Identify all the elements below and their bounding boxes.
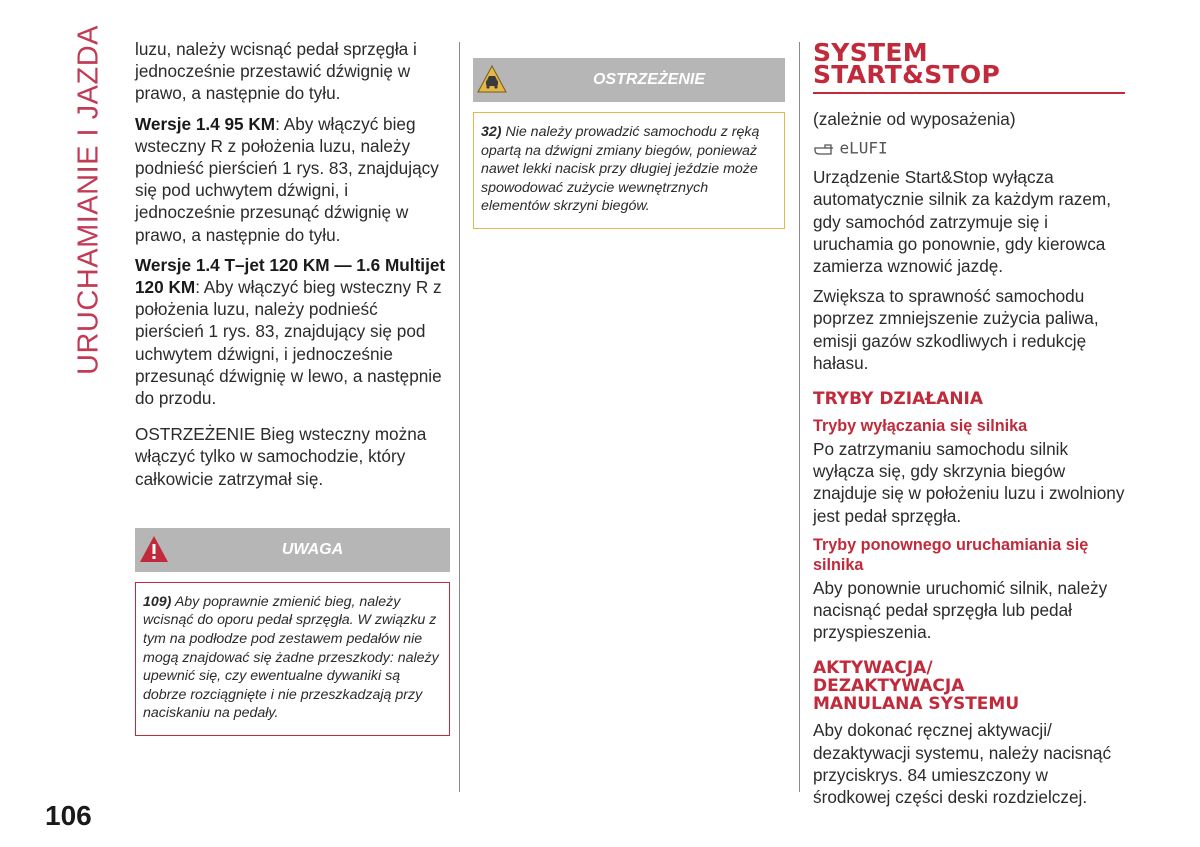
paragraph: Po zatrzymaniu samochodu silnik wyłącza się, gdy skrzynia biegów znajduje się w położeniu luzu i zwolniony jest pedał sprzęgła. xyxy=(813,439,1125,526)
subsection-heading: TRYBY DZIAŁANIA xyxy=(813,389,984,410)
side-tab-label: URUCHAMIANIE I JAZDA xyxy=(72,25,105,375)
subsection-heading-line: AKTYWACJA/ xyxy=(813,658,933,679)
paragraph: Zwiększa to sprawność samochodu poprzez zmniejszenie zużycia paliwa, emisji gazów szkodliwych i redukcję hałasu. xyxy=(813,286,1099,373)
page-number: 106 xyxy=(45,800,92,831)
left-column xyxy=(135,38,450,736)
column-divider xyxy=(799,42,800,792)
paragraph xyxy=(135,113,450,246)
caution-body: Nie należy prowadzić samochodu z ręką opartą na dźwigni zmiany biegów, ponieważ nawet lekki nacisk przy długiej jeździe może spowodować zużycie wewnętrznych elementów skrzyni biegów. xyxy=(481,124,760,215)
title-rule xyxy=(813,92,1125,94)
subsection-heading-line: MANULANA SYSTEMU xyxy=(813,694,1020,715)
equipment-icon-label: eLUFI xyxy=(839,138,888,158)
subsubsection-heading: Tryby ponownego uruchamiania się silnika xyxy=(813,535,1089,574)
warning-text xyxy=(135,582,450,736)
version-label: Wersje 1.4 95 KM xyxy=(135,113,276,134)
caution-number: 32) xyxy=(481,124,502,140)
caution-box xyxy=(473,58,785,229)
paragraph-text: : Aby włączyć bieg wsteczny R z położenia luzu, należy podnieść pierścień 1 rys. 83, znajdujący się pod uchwytem dźwigni, i jednocześnie przesunąć dźwignię w lewo, a następnie do przodu. xyxy=(135,277,442,409)
equipment-note: (zależnie od wyposażenia) xyxy=(813,109,1016,129)
warning-title: UWAGA xyxy=(281,540,344,558)
paragraph: luzu, należy wcisnąć pedał sprzęgła i jednocześnie przestawić dźwignię w prawo, a następnie do tyłu. xyxy=(135,39,417,104)
right-column xyxy=(813,38,1125,816)
section-title-line: START&STOP xyxy=(813,60,1001,89)
warning-body: Aby poprawnie zmienić bieg, należy wcisnąć do oporu pedał sprzęgła. W związku z tym na podłodze pod zestawem pedałów nie mogą znajdować się żadne przeszkody: należy upewnić się, czy ewentualne dywaniki są dobrze rozciągnięte i nie przeszkadzają przy naciskaniu na pedały. xyxy=(143,593,439,722)
column-divider xyxy=(459,42,460,792)
paragraph: Aby dokonać ręcznej aktywacji/ dezaktywacji systemu, należy nacisnąć przyciskrys. 84 umieszczony w środkowej części deski rozdzielczej. xyxy=(813,720,1112,808)
caution-header xyxy=(473,58,785,102)
version-label: Wersje 1.4 T–jet 120 KM — 1.6 Multijet 120 KM xyxy=(135,254,446,298)
paragraph: Urządzenie Start&Stop wyłącza automatycznie silnik za każdym razem, gdy samochód zatrzymuje się i uruchamia go ponownie, gdy kierowca zamierza wznowić jazdę. xyxy=(813,167,1112,277)
warning-number: 109) xyxy=(143,593,172,610)
caution-title: OSTRZEŻENIE xyxy=(592,71,705,88)
caution-text xyxy=(473,112,785,229)
equipment-icon-row xyxy=(813,138,1125,160)
paragraph-text: : Aby włączyć bieg wsteczny R z położenia luzu, należy podnieść pierścień 1 rys. 83, znajdujący się pod uchwytem dźwigni, i jednocześnie przesunąć dźwignię w prawo, a następnie do tyłu. xyxy=(135,113,439,245)
section-title xyxy=(813,38,1125,89)
middle-column xyxy=(473,38,785,229)
subsection-heading-line: DEZAKTYWACJA xyxy=(813,676,965,697)
hand-pointer-icon xyxy=(813,138,835,158)
subsubsection-heading: Tryby wyłączania się silnika xyxy=(813,417,1028,436)
paragraph xyxy=(135,254,450,409)
warning-box xyxy=(135,528,450,736)
subsection-heading xyxy=(813,659,1125,713)
paragraph: OSTRZEŻENIE Bieg wsteczny można włączyć tylko w samochodzie, który całkowicie zatrzymał się. xyxy=(135,424,427,489)
paragraph: Aby ponownie uruchomić silnik, należy nacisnąć pedał sprzęgła lub pedał przyspieszenia. xyxy=(813,577,1108,643)
side-tab xyxy=(70,25,108,375)
warning-header xyxy=(135,528,450,572)
section-title-line: SYSTEM xyxy=(813,38,928,67)
